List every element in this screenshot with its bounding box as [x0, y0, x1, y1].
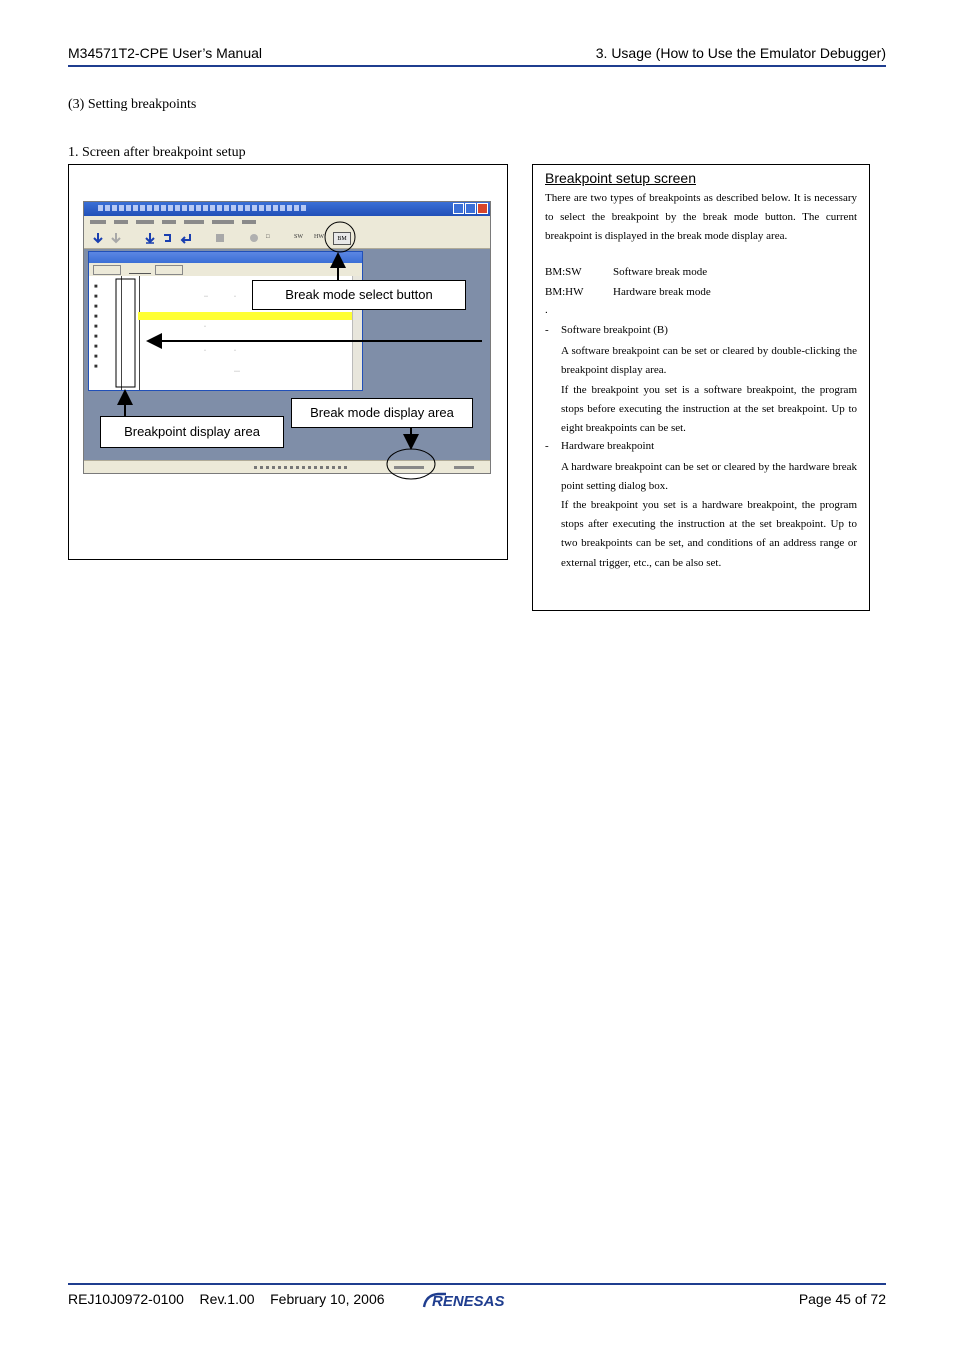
- footer-revision: Rev.1.00: [199, 1291, 255, 1307]
- breakpoint-display-column[interactable]: [121, 276, 140, 391]
- app-menu-bar: [84, 216, 490, 228]
- close-icon: [477, 203, 488, 214]
- app-title-bar: [84, 202, 490, 216]
- app-status-bar: [84, 460, 490, 473]
- minimize-icon: [453, 203, 464, 214]
- bullet-sw-para-2: If the breakpoint you set is a software breakpoint, the program stops before executing the instruction at the set breakpoint. Up to eight breakpoints can be set.: [561, 384, 857, 435]
- program-window-title: [89, 252, 362, 263]
- mode-code-hw: BM:HW: [545, 286, 584, 298]
- bullet-dash-hw: -: [545, 440, 549, 452]
- maximize-icon: [465, 203, 476, 214]
- toolbar-label-run: □: [266, 234, 270, 240]
- mode-desc-hw: Hardware break mode: [613, 286, 711, 298]
- section-title: (3) Setting breakpoints: [68, 97, 197, 112]
- mode-code-sw: BM:SW: [545, 266, 582, 278]
- step-down-icon: [92, 232, 104, 244]
- bullet-dash-sw: -: [545, 324, 549, 336]
- svg-text:RENESAS: RENESAS: [432, 1293, 505, 1310]
- break-mode-select-button[interactable]: BM: [333, 232, 351, 245]
- break-mode-status-text: [394, 466, 424, 469]
- footer-rule: [68, 1283, 886, 1285]
- app-toolbar: [84, 228, 490, 249]
- callout-breakpoint-display: Breakpoint display area: [100, 416, 284, 448]
- callout-break-mode-display: Break mode display area: [291, 398, 473, 428]
- bullet-title-hw: Hardware breakpoint: [561, 440, 655, 452]
- current-line-highlight: [138, 312, 354, 320]
- toolbar-hw-label: HW: [314, 234, 324, 240]
- program-window-tabs: [89, 263, 362, 276]
- bullet-sw-para-1: A software breakpoint can be set or cleared by double-clicking the breakpoint display area.: [561, 345, 857, 377]
- description-intro: There are two types of breakpoints as described below. It is necessary to select the breakpoint by the break mode button. The current breakpoint is displayed in the break mode display area.: [545, 192, 857, 243]
- bullet-title-sw: Software breakpoint (B): [561, 324, 668, 336]
- header-rule: [68, 65, 886, 67]
- stop-icon: [214, 232, 226, 244]
- step-out-icon: [180, 232, 192, 244]
- footer-date: February 10, 2006: [270, 1291, 385, 1307]
- callout-break-mode-select: Break mode select button: [252, 280, 466, 310]
- renesas-logo: [422, 1289, 534, 1311]
- description-heading: Breakpoint setup screen: [545, 170, 696, 186]
- step-down-disabled-icon: [110, 232, 122, 244]
- header-manual-title: M34571T2-CPE User’s Manual: [68, 45, 263, 61]
- step-over-icon: [162, 232, 174, 244]
- reset-icon: [248, 232, 260, 244]
- footer-doc-info: [68, 1291, 385, 1307]
- footer-doc-id: REJ10J0972-0100: [68, 1291, 184, 1307]
- mode-desc-sw: Software break mode: [613, 266, 708, 278]
- description-period: .: [545, 304, 548, 316]
- step-into-icon: [144, 232, 156, 244]
- bullet-hw-para-2: If the breakpoint you set is a hardware breakpoint, the program stops after executing the instruction at the set breakpoint. Up to two breakpoints can be set, and conditions of an address range or external trigger, etc., can be also set.: [561, 499, 857, 569]
- footer-page-number: Page 45 of 72: [798, 1291, 886, 1307]
- toolbar-sw-label: SW: [294, 234, 303, 240]
- program-window: ■ ■ ■ ■ ■ ■ ■ ■ ■ ·· · · · · ···: [88, 251, 363, 391]
- subsection-title: 1. Screen after breakpoint setup: [68, 145, 246, 160]
- header-chapter-title: 3. Usage (How to Use the Emulator Debugger): [595, 45, 886, 61]
- bullet-hw-para-1: A hardware breakpoint can be set or cleared by the hardware break point setting dialog box.: [561, 461, 857, 493]
- app-title-text: [98, 205, 308, 211]
